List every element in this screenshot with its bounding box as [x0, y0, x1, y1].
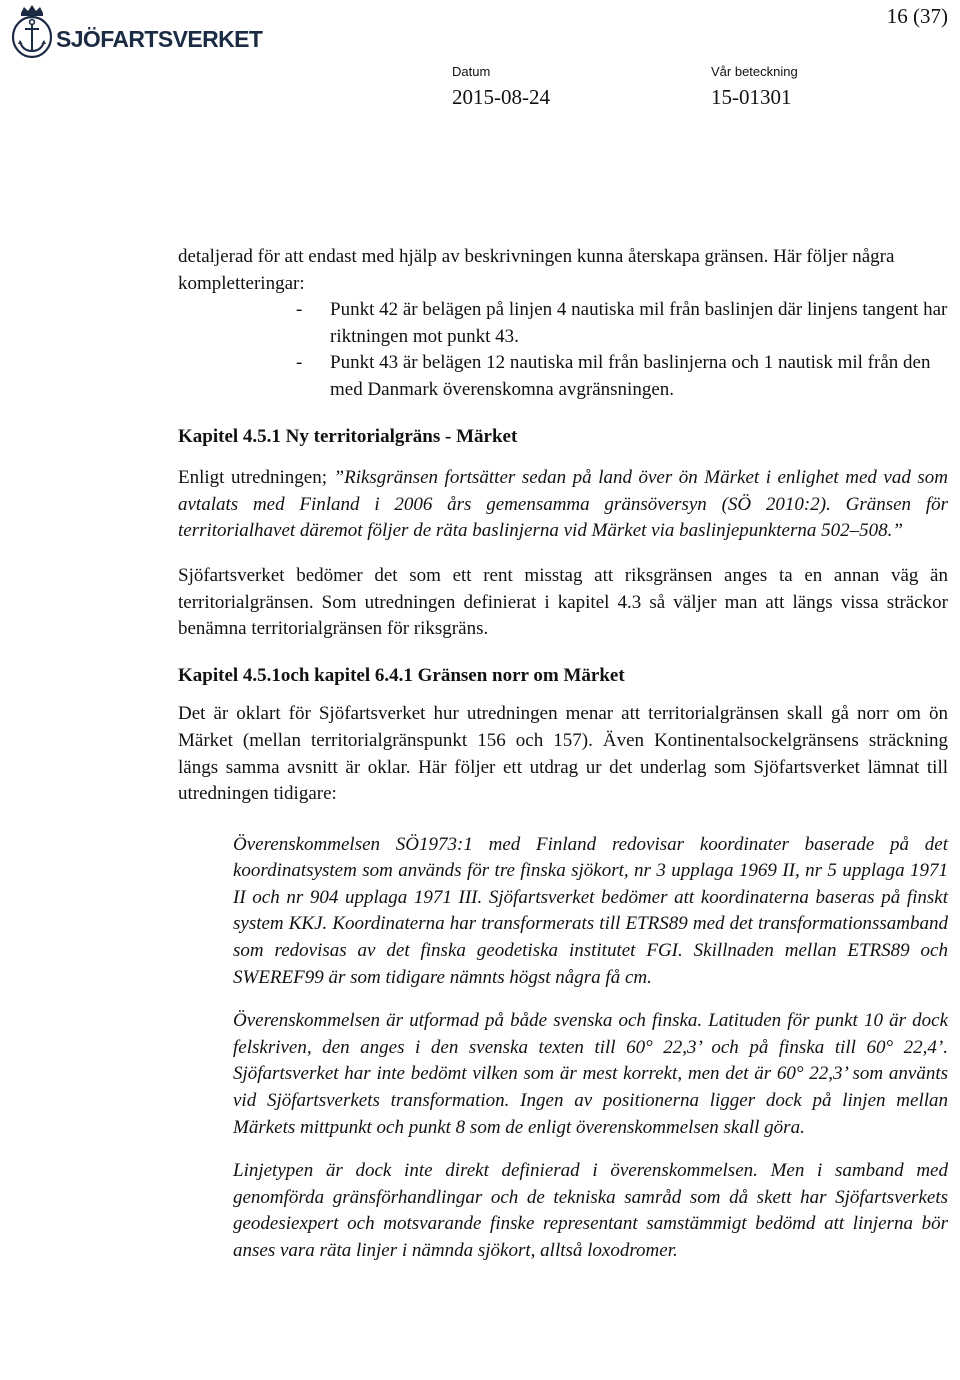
- list-item: [178, 297, 948, 350]
- reference-label: Vår beteckning: [711, 64, 798, 79]
- section-heading-norr-om-market: Kapitel 4.5.1och kapitel 6.4.1 Gränsen norr om Märket: [178, 664, 625, 686]
- date-value: 2015-08-24: [452, 85, 550, 109]
- block-quote-2: Överenskommelsen är utformad på både svenska och finska. Latituden för punkt 10 är dock felskriven, den anges i den svenska texten till 60° 22,3’ och på finska till 60° 22,4’. Sjöfartsverket har inte bedömt vilken som är mest korrekt, men det är 60° 22,3’ som använts vid Sjöfartsverkets transformation. Ingen av positionerna ligger dock på linjen mellan Märkets mittpunkt och punkt 8 som de enligt överenskommelsen skall göra.: [233, 1010, 948, 1138]
- section-heading-4-5-1: Kapitel 4.5.1 Ny territorialgräns - Märket: [178, 425, 518, 447]
- reference-value: 15-01301: [711, 85, 792, 109]
- bullet-list: [178, 297, 948, 403]
- sjofartsverket-logo: [10, 2, 263, 62]
- list-item-text: Punkt 42 är belägen på linjen 4 nautiska mil från baslinjen där linjens tangent har riktningen mot punkt 43.: [330, 299, 948, 347]
- logo-wordmark: SJÖFARTSVERKET: [56, 25, 263, 52]
- block-quote-3: Linjetypen är dock inte direkt definierad i överenskommelsen. Men i samband med genomförda gränsförhandlingar och de tekniska samråd som då skett har Sjöfartsverkets geodesiexpert och motsvarande finske representant samstämmigt bedömd att linjerna bör anses vara räta linjer i nämnda sjökort, alltså loxodromer.: [233, 1160, 948, 1261]
- page-header: [0, 0, 960, 120]
- document-body: [178, 244, 948, 1265]
- page-number: 16 (37): [886, 4, 948, 28]
- crown-anchor-emblem-icon: [10, 4, 54, 60]
- bullet-marker: -: [296, 299, 303, 321]
- list-item: [178, 350, 948, 403]
- reference-field: [711, 64, 798, 110]
- block-quote-1: Överenskommelsen SÖ1973:1 med Finland redovisar koordinater baserade på det koordinatsystem som används för tre finska sjökort, nr 3 upplaga 1969 II, nr 5 upplaga 1971 II och nr 904 upplaga 1971 III. Sjöfartsverket bedömer att koordinaterna baseras på finskt system KKJ. Koordinaterna har transformerats till ETRS89 med det transformationssamband som redovisas av det finska geodetiska institutet FGI. Skillnaden mellan ETRS89 och SWEREF99 är som tidigare nämnts högst några få cm.: [233, 833, 948, 988]
- section1-paragraph-1: [178, 465, 948, 545]
- section2-paragraph-1: Det är oklart för Sjöfartsverket hur utredningen menar att territorialgränsen skall gå norr om ön Märket (mellan territorialgränspunkt 156 och 157). Även Kontinentalsockelgränsens sträckning längs samma avsnitt är oklar. Här följer ett utdrag ur det underlag som Sjöfartsverket lämnat till utredningen tidigare:: [178, 703, 948, 805]
- list-item-text: Punkt 43 är belägen 12 nautiska mil från baslinjerna och 1 nautisk mil från den med Danmark överenskomna avgränsningen.: [330, 352, 931, 400]
- date-field: [452, 64, 550, 110]
- section1-lead-text: Enligt utredningen;: [178, 467, 334, 489]
- section1-paragraph-2: Sjöfartsverket bedömer det som ett rent misstag att riksgränsen anges ta en annan väg än territorialgränsen. Som utredningen definierat i kapitel 4.3 så väljer man att längs vissa sträckor benämna territorialgränsen för riksgräns.: [178, 564, 948, 640]
- bullet-marker: -: [296, 352, 303, 374]
- section1-quoted-text: ”Riksgränsen fortsätter sedan på land över ön Märket i enlighet med vad som avtalats med Finland i 2006 års gemensamma gränsöversyn (SÖ 2010:2). Gränsen för territorialhavet däremot följer de räta baslinjerna vid Märket via baslinjepunkterna 502–508.”: [178, 467, 948, 542]
- intro-paragraph: detaljerad för att endast med hjälp av beskrivningen kunna återskapa gränsen. Här följer några kompletteringar:: [178, 246, 895, 294]
- date-label: Datum: [452, 64, 491, 79]
